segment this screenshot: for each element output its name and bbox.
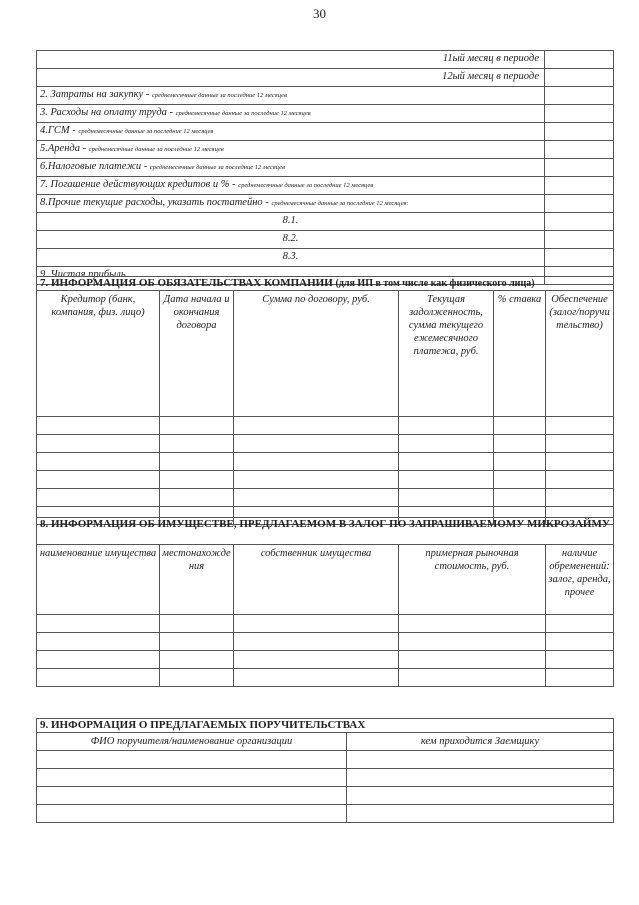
- column-header-contract-sum: Сумма по договору, руб.: [234, 291, 399, 417]
- value-cell[interactable]: [545, 123, 614, 141]
- period-row-label: 11ый месяц в периоде: [37, 51, 545, 69]
- value-cell[interactable]: [545, 159, 614, 177]
- expense-row: 5.Аренда - среднемесячные данные за последние 12 месяцев: [37, 141, 545, 159]
- table-row: [37, 105, 614, 123]
- table-row: [37, 787, 614, 805]
- value-cell[interactable]: [545, 177, 614, 195]
- section-9-title: 9. ИНФОРМАЦИЯ О ПРЕДЛАГАЕМЫХ ПОРУЧИТЕЛЬСТВАХ: [37, 719, 614, 733]
- value-cell[interactable]: [545, 231, 614, 249]
- table-row: [37, 417, 614, 435]
- table-row: [37, 87, 614, 105]
- period-row-label: 12ый месяц в периоде: [37, 69, 545, 87]
- table-row: [37, 69, 614, 87]
- table-row: [37, 123, 614, 141]
- expense-row: 7. Погашение действующих кредитов и % - среднемесячные данные за последние 12 месяцев: [37, 177, 545, 195]
- table-row: [37, 651, 614, 669]
- table-row: [37, 453, 614, 471]
- column-header-market-value: примерная рыночная стоимость, руб.: [399, 545, 546, 615]
- table-row: [37, 471, 614, 489]
- net-profit-label: 9. Чистая прибыль: [37, 267, 545, 285]
- table-row: [37, 231, 614, 249]
- column-header-guarantor-name: ФИО поручителя/наименование организации: [37, 733, 347, 751]
- guarantors-table: [36, 718, 614, 823]
- section-7-title: 7. ИНФОРМАЦИЯ ОБ ОБЯЗАТЕЛЬСТВАХ КОМПАНИИ (для ИП в том числе как физического лица): [37, 277, 614, 291]
- value-cell[interactable]: [545, 195, 614, 213]
- column-header-relation: кем приходится Заемщику: [347, 733, 614, 751]
- financial-table: [36, 50, 614, 285]
- table-row: [37, 51, 614, 69]
- column-header-creditor: Кредитор (банк, компания, физ. лицо): [37, 291, 160, 417]
- value-cell[interactable]: [545, 87, 614, 105]
- table-row: [37, 177, 614, 195]
- column-header-contract-dates: Дата начала и окончания договора: [160, 291, 234, 417]
- table-row: [37, 249, 614, 267]
- expense-row: 6.Налоговые платежи - среднемесячные данные за последние 12 месяцев: [37, 159, 545, 177]
- table-row: [37, 615, 614, 633]
- table-row: [37, 213, 614, 231]
- value-cell[interactable]: [545, 105, 614, 123]
- expense-row: 3. Расходы на оплату труда - среднемесячные данные за последние 12 месяцев: [37, 105, 545, 123]
- table-row: [37, 769, 614, 787]
- value-cell[interactable]: [545, 213, 614, 231]
- table-row: [37, 195, 614, 213]
- sub-row-label: 8.3.: [37, 249, 545, 267]
- collateral-table: [36, 517, 614, 687]
- table-row: [37, 159, 614, 177]
- value-cell[interactable]: [545, 249, 614, 267]
- column-header-rate: % ставка: [494, 291, 546, 417]
- expense-row: 4.ГСМ - среднемесячные данные за последние 12 месяцев: [37, 123, 545, 141]
- table-row: [37, 141, 614, 159]
- column-header-current-debt: Текущая задолженность, сумма текущего ежемесячного платежа, руб.: [399, 291, 494, 417]
- value-cell[interactable]: [545, 51, 614, 69]
- column-header-encumbrance: наличие обременений: залог, аренда, прочее: [546, 545, 614, 615]
- column-header-location: местонахождения: [160, 545, 234, 615]
- table-row: [37, 489, 614, 507]
- column-header-collateral: Обеспечение (залог/поручительство): [546, 291, 614, 417]
- column-header-owner: собственник имущества: [234, 545, 399, 615]
- table-row: [37, 669, 614, 687]
- table-row: [37, 435, 614, 453]
- sub-row-label: 8.2.: [37, 231, 545, 249]
- table-row: [37, 633, 614, 651]
- table-row: [37, 751, 614, 769]
- table-row: [37, 805, 614, 823]
- section-8-title: 8. ИНФОРМАЦИЯ ОБ ИМУЩЕСТВЕ, ПРЕДЛАГАЕМОМ В ЗАЛОГ ПО ЗАПРАШИВАЕМОМУ МИКРОЗАЙМУ: [37, 518, 614, 545]
- value-cell[interactable]: [545, 69, 614, 87]
- column-header-property-name: наименование имущества: [37, 545, 160, 615]
- sub-row-label: 8.1.: [37, 213, 545, 231]
- value-cell[interactable]: [545, 141, 614, 159]
- page-number: 30: [313, 6, 326, 21]
- obligations-table: [36, 276, 614, 525]
- expense-row: 8.Прочие текущие расходы, указать постатейно - среднемесячные данные за последние 12 месяцев:: [37, 195, 545, 213]
- expense-row: 2. Затраты на закупку - среднемесячные данные за последние 12 месяцев: [37, 87, 545, 105]
